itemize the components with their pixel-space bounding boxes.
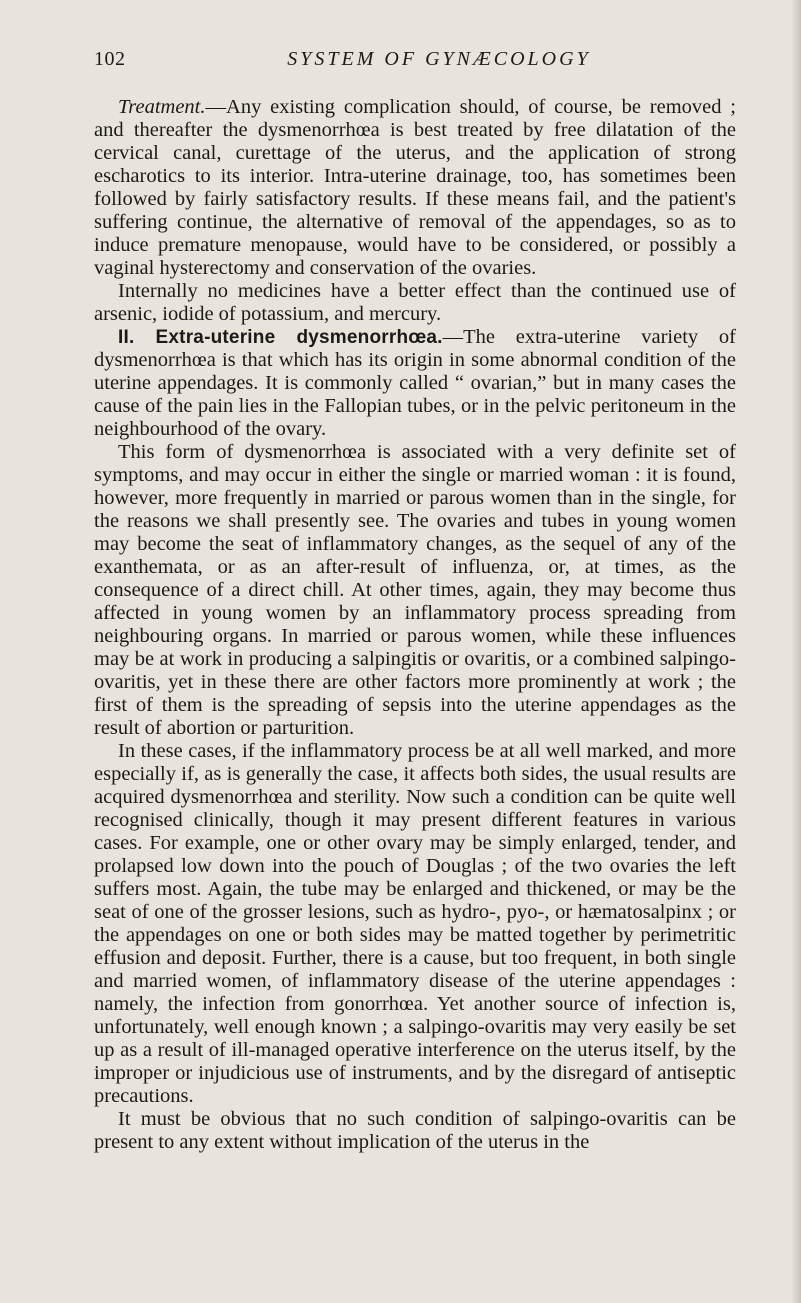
treatment-run-in-heading: Treatment. xyxy=(118,96,206,118)
body-text xyxy=(94,96,736,1154)
page-number: 102 xyxy=(94,48,126,70)
paragraph-text: This form of dysmenorrhœa is associated with a very definite set of symptoms, and may occur in either the single or married woman : it is found, however, more frequently in married or parous women than in the single, for the reasons we shall presently see. The ovaries and tubes in young women may become the seat of inflammatory changes, as the sequel of any of the exanthemata, or as an after-result of influenza, or, at times, as the consequence of a direct chill. At other times, again, they may become thus affected in young women by an inflammatory process spreading from neighbouring organs. In married or parous women, while these influences may be at work in producing a salpingitis or ovaritis, or a combined salpingo-ovaritis, yet in these there are other factors more prominently at work ; the first of them is the spreading of sepsis into the uterine appendages as the result of abortion or parturition. xyxy=(94,441,736,739)
paragraph-internal-medicines xyxy=(94,280,736,326)
section-heading-extra-uterine: II. Extra-uterine dysmenorrhœa. xyxy=(118,327,443,348)
paragraph-symptoms xyxy=(94,441,736,740)
paragraph-extra-uterine xyxy=(94,326,736,441)
paragraph-treatment xyxy=(94,96,736,280)
paragraph-text: In these cases, if the inflammatory process be at all well marked, and more especially if, as is generally the case, it affects both sides, the usual results are acquired dysmenorrhœa and sterility. Now such a condition can be quite well recognised clinically, though it may present different features in various cases. For example, one or other ovary may be simply enlarged, tender, and prolapsed low down into the pouch of Douglas ; of the two ovaries the left suffers most. Again, the tube may be enlarged and thickened, or may be the seat of one of the grosser lesions, such as hydro-, pyo-, or hæmatosalpinx ; or the appendages on one or both sides may be matted together by perimetritic effusion and deposit. Further, there is a cause, but too frequent, in both single and married women, of inflammatory disease of the uterine appendages : namely, the infection from gonorrhœa. Yet another source of infection is, unfortunately, well enough known ; a salpingo-ovaritis may very easily be set up as a result of ill-managed operative interference on the uterus itself, by the improper or injudicious use of instruments, and by the disregard of antiseptic precautions. xyxy=(94,740,736,1107)
paragraph-clinical-features xyxy=(94,740,736,1108)
paragraph-text: —Any existing complication should, of course, be removed ; and thereafter the dysmenorrhœa is best treated by free dilatation of the cervical canal, curettage of the uterus, and the application of strong escharotics to its interior. Intra-uterine drainage, too, has sometimes been followed by fairly satisfactory results. If these means fail, and the patient's suffering continue, the alternative of removal of the appendages, so as to induce premature menopause, would have to be considered, or possibly a vaginal hysterectomy and conservation of the ovaries. xyxy=(94,96,736,279)
paragraph-conclusion xyxy=(94,1108,736,1154)
paragraph-text: Internally no medicines have a better effect than the continued use of arsenic, iodide of potassium, and mercury. xyxy=(94,280,736,325)
paragraph-text: —The extra-uterine variety of dysmenorrhœa is that which has its origin in some abnormal condition of the uterine appendages. It is commonly called “ ovarian,” but in many cases the cause of the pain lies in the Fallopian tubes, or in the pelvic peritoneum in the neighbourhood of the ovary. xyxy=(94,326,737,440)
running-head xyxy=(94,48,734,72)
page-edge-shadow xyxy=(791,0,801,1303)
running-title: SYSTEM OF GYNÆCOLOGY xyxy=(287,48,591,70)
paragraph-text: It must be obvious that no such condition of salpingo-ovaritis can be present to any extent without implication of the uterus in the xyxy=(94,1108,736,1153)
